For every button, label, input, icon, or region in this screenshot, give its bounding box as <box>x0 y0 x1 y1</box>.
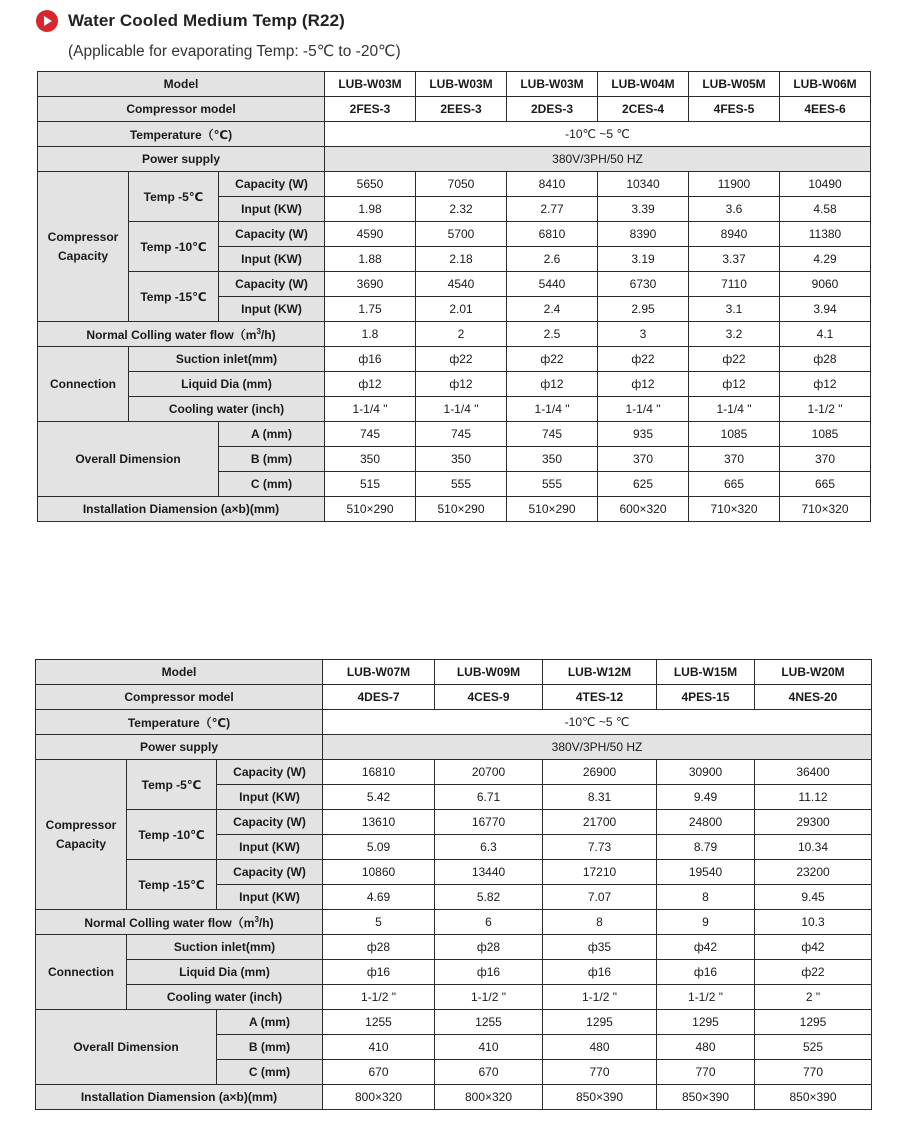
table-cell-b: 410 <box>323 1035 435 1060</box>
table-cell-cooling-water: 1-1/4 " <box>598 397 689 422</box>
table-cell-suction: ф16 <box>325 347 416 372</box>
table-cell-suction: ф28 <box>323 935 435 960</box>
table-cell-compressors: 2DES-3 <box>507 97 598 122</box>
table-cell-liquid: ф12 <box>416 372 507 397</box>
table-cell-water-flow: 3.2 <box>689 322 780 347</box>
table-cell-liquid: ф12 <box>689 372 780 397</box>
installation-dimension-label: Installation Diamension (a×b)(mm) <box>36 1085 323 1110</box>
table-cell-b: 370 <box>780 447 871 472</box>
table-cell-in-5: 8.31 <box>543 785 657 810</box>
table-cell-install: 850×390 <box>543 1085 657 1110</box>
table-cell-liquid: ф12 <box>325 372 416 397</box>
table-cell-b: 350 <box>416 447 507 472</box>
table-cell-cap-15: 17210 <box>543 860 657 885</box>
water-flow-label-unit: /h) <box>258 915 274 930</box>
table-cell-water-flow: 10.3 <box>755 910 872 935</box>
table-cell-in-10: 2.6 <box>507 247 598 272</box>
table-row-capacity <box>38 172 871 197</box>
water-flow-label-text: Normal Colling water flow（m <box>86 327 257 342</box>
table-cell-suction: ф22 <box>689 347 780 372</box>
table-row-power-supply <box>36 735 872 760</box>
page-header <box>36 8 401 61</box>
table-cell-b: 525 <box>755 1035 872 1060</box>
table-cell-a: 1255 <box>435 1010 543 1035</box>
table-row-dimension <box>38 422 871 447</box>
table-cell-models: LUB-W04M <box>598 72 689 97</box>
table-cell-cap-10: 5700 <box>416 222 507 247</box>
table-cell-b: 410 <box>435 1035 543 1060</box>
spec-table-2-body <box>36 660 872 1110</box>
table-cell-cooling-water: 1-1/4 " <box>325 397 416 422</box>
table-cell-in-5: 2.77 <box>507 197 598 222</box>
table-cell-liquid: ф16 <box>435 960 543 985</box>
table-cell-cap-15: 6730 <box>598 272 689 297</box>
table-cell-in-15: 2.4 <box>507 297 598 322</box>
compressor-capacity-label: Compressor Capacity <box>36 760 127 910</box>
table-cell-cap-5: 7050 <box>416 172 507 197</box>
table-cell-cap-5: 8410 <box>507 172 598 197</box>
table-cell-cap-10: 4590 <box>325 222 416 247</box>
table-cell-compressors: 4PES-15 <box>657 685 755 710</box>
table-cell-cooling-water: 1-1/2 " <box>780 397 871 422</box>
table-cell-install: 510×290 <box>416 497 507 522</box>
table-cell-in-5: 1.98 <box>325 197 416 222</box>
dimension-item-label: C (mm) <box>219 472 325 497</box>
capacity-label: Capacity (W) <box>219 172 325 197</box>
capacity-label: Capacity (W) <box>219 272 325 297</box>
table-cell-in-10: 7.73 <box>543 835 657 860</box>
table-cell-in-15: 5.82 <box>435 885 543 910</box>
temperature-group-label: Temp -15℃ <box>129 272 219 322</box>
installation-dimension-label: Installation Diamension (a×b)(mm) <box>38 497 325 522</box>
table-cell-models: LUB-W03M <box>325 72 416 97</box>
table-cell-liquid: ф22 <box>755 960 872 985</box>
table-cell-in-15: 1.75 <box>325 297 416 322</box>
table-cell-c: 770 <box>543 1060 657 1085</box>
table-cell-cap-5: 10490 <box>780 172 871 197</box>
spec-table-2 <box>35 659 872 1110</box>
compressor-model-label: Compressor model <box>38 97 325 122</box>
table-cell-water-flow: 2 <box>416 322 507 347</box>
table-cell-in-15: 8 <box>657 885 755 910</box>
table-cell-compressors: 4EES-6 <box>780 97 871 122</box>
table-cell-in-5: 2.32 <box>416 197 507 222</box>
model-label: Model <box>38 72 325 97</box>
table-row-model <box>36 660 872 685</box>
table-cell-cap-5: 5650 <box>325 172 416 197</box>
water-flow-superscript: 3 <box>254 914 259 924</box>
table-cell-cap-15: 9060 <box>780 272 871 297</box>
water-flow-superscript: 3 <box>256 326 261 336</box>
table-row-model <box>38 72 871 97</box>
table-cell-a: 1085 <box>780 422 871 447</box>
table-cell-in-5: 4.58 <box>780 197 871 222</box>
table-cell-cooling-water: 1-1/4 " <box>507 397 598 422</box>
compressor-model-label: Compressor model <box>36 685 323 710</box>
dimension-item-label: A (mm) <box>219 422 325 447</box>
table-cell-cap-10: 11380 <box>780 222 871 247</box>
table-cell-a: 745 <box>416 422 507 447</box>
table-cell-cap-10: 6810 <box>507 222 598 247</box>
table-cell-cap-15: 4540 <box>416 272 507 297</box>
table-cell-in-10: 3.37 <box>689 247 780 272</box>
table-cell-cap-10: 13610 <box>323 810 435 835</box>
page-title: Water Cooled Medium Temp (R22) <box>68 11 345 30</box>
table-cell-a: 1295 <box>543 1010 657 1035</box>
water-flow-label <box>38 322 325 347</box>
temperature-label: Temperature（℃) <box>36 710 323 735</box>
spec-table-1-body <box>38 72 871 522</box>
page-subtitle: (Applicable for evaporating Temp: -5℃ to -20℃) <box>68 43 401 60</box>
table-cell-liquid: ф16 <box>657 960 755 985</box>
table-cell-compressors: 4CES-9 <box>435 685 543 710</box>
table-cell-in-15: 2.01 <box>416 297 507 322</box>
table-cell-liquid: ф16 <box>543 960 657 985</box>
table-cell-compressors: 4FES-5 <box>689 97 780 122</box>
table-cell-compressors: 4DES-7 <box>323 685 435 710</box>
table-cell-install: 600×320 <box>598 497 689 522</box>
table-cell-c: 670 <box>323 1060 435 1085</box>
table-cell-cap-5: 36400 <box>755 760 872 785</box>
table-cell-compressors: 4NES-20 <box>755 685 872 710</box>
table-cell-cap-5: 26900 <box>543 760 657 785</box>
table-cell-cooling-water: 2 " <box>755 985 872 1010</box>
table-cell-cooling-water: 1-1/2 " <box>543 985 657 1010</box>
table-cell-install: 850×390 <box>657 1085 755 1110</box>
table-row-compressor-model <box>36 685 872 710</box>
table-cell-compressors: 2CES-4 <box>598 97 689 122</box>
table-cell-models: LUB-W15M <box>657 660 755 685</box>
table-cell-in-15: 3.94 <box>780 297 871 322</box>
table-cell-liquid: ф16 <box>323 960 435 985</box>
table-row-capacity <box>36 860 872 885</box>
table-cell-in-5: 9.49 <box>657 785 755 810</box>
table-cell-c: 665 <box>780 472 871 497</box>
capacity-label: Capacity (W) <box>219 222 325 247</box>
table-cell-in-10: 1.88 <box>325 247 416 272</box>
table-cell-b: 480 <box>657 1035 755 1060</box>
play-icon <box>36 10 58 32</box>
table-cell-suction: ф42 <box>657 935 755 960</box>
table-cell-models: LUB-W05M <box>689 72 780 97</box>
table-cell-cooling-water: 1-1/4 " <box>689 397 780 422</box>
table-cell-in-5: 3.6 <box>689 197 780 222</box>
table-cell-install: 510×290 <box>325 497 416 522</box>
input-label: Input (KW) <box>219 297 325 322</box>
table-cell-cap-5: 30900 <box>657 760 755 785</box>
connection-item-label: Liquid Dia (mm) <box>129 372 325 397</box>
temperature-group-label: Temp -5℃ <box>127 760 217 810</box>
table-cell-suction: ф42 <box>755 935 872 960</box>
table-cell-cap-10: 29300 <box>755 810 872 835</box>
dimension-item-label: A (mm) <box>217 1010 323 1035</box>
temperature-group-label: Temp -5℃ <box>129 172 219 222</box>
table-cell-a: 1295 <box>657 1010 755 1035</box>
table-cell-suction: ф22 <box>507 347 598 372</box>
table-cell-install: 800×320 <box>435 1085 543 1110</box>
power-supply-label: Power supply <box>38 147 325 172</box>
connection-item-label: Liquid Dia (mm) <box>127 960 323 985</box>
table-cell-c: 555 <box>416 472 507 497</box>
table-cell-water-flow: 6 <box>435 910 543 935</box>
input-label: Input (KW) <box>217 885 323 910</box>
table-cell-cap-15: 19540 <box>657 860 755 885</box>
table-cell-in-5: 6.71 <box>435 785 543 810</box>
table-row-connection <box>38 372 871 397</box>
connection-item-label: Cooling water (inch) <box>129 397 325 422</box>
table-cell-cooling-water: 1-1/2 " <box>435 985 543 1010</box>
table-cell-compressors: 2EES-3 <box>416 97 507 122</box>
table-cell-suction: ф28 <box>780 347 871 372</box>
connection-label: Connection <box>38 347 129 422</box>
table-cell-cap-5: 20700 <box>435 760 543 785</box>
table-row-capacity <box>38 222 871 247</box>
table-cell-water-flow: 5 <box>323 910 435 935</box>
table-cell-c: 515 <box>325 472 416 497</box>
connection-item-label: Suction inlet(mm) <box>127 935 323 960</box>
table-cell-in-10: 4.29 <box>780 247 871 272</box>
table-cell-c: 625 <box>598 472 689 497</box>
table-cell-water-flow: 1.8 <box>325 322 416 347</box>
dimension-item-label: B (mm) <box>217 1035 323 1060</box>
table-cell-in-10: 2.18 <box>416 247 507 272</box>
table-cell-b: 370 <box>689 447 780 472</box>
table-row-power-supply <box>38 147 871 172</box>
temperature-value: -10℃ ~5 ℃ <box>323 710 872 735</box>
table-row-water-flow <box>36 910 872 935</box>
table-row-installation <box>38 497 871 522</box>
table-cell-cooling-water: 1-1/2 " <box>323 985 435 1010</box>
table-cell-models: LUB-W09M <box>435 660 543 685</box>
table-cell-compressors: 2FES-3 <box>325 97 416 122</box>
table-cell-a: 1255 <box>323 1010 435 1035</box>
table-cell-in-5: 5.42 <box>323 785 435 810</box>
table-cell-liquid: ф12 <box>507 372 598 397</box>
title-row <box>36 8 401 34</box>
table-cell-c: 670 <box>435 1060 543 1085</box>
temperature-group-label: Temp -15℃ <box>127 860 217 910</box>
table-cell-in-10: 8.79 <box>657 835 755 860</box>
compressor-capacity-label: Compressor Capacity <box>38 172 129 322</box>
table-row-connection <box>36 935 872 960</box>
overall-dimension-label: Overall Dimension <box>36 1010 217 1085</box>
table-cell-compressors: 4TES-12 <box>543 685 657 710</box>
table-cell-b: 480 <box>543 1035 657 1060</box>
table-cell-a: 745 <box>507 422 598 447</box>
temperature-group-label: Temp -10℃ <box>127 810 217 860</box>
temperature-group-label: Temp -10℃ <box>129 222 219 272</box>
table-cell-cap-10: 8940 <box>689 222 780 247</box>
table-cell-in-15: 2.95 <box>598 297 689 322</box>
table-row-dimension <box>36 1010 872 1035</box>
table-cell-in-10: 3.19 <box>598 247 689 272</box>
table-cell-c: 770 <box>657 1060 755 1085</box>
table-row-capacity <box>38 272 871 297</box>
table-cell-models: LUB-W03M <box>416 72 507 97</box>
input-label: Input (KW) <box>217 785 323 810</box>
connection-item-label: Suction inlet(mm) <box>129 347 325 372</box>
table-cell-in-15: 7.07 <box>543 885 657 910</box>
table-cell-b: 350 <box>325 447 416 472</box>
table-cell-in-10: 10.34 <box>755 835 872 860</box>
table-cell-a: 1085 <box>689 422 780 447</box>
spec-table-1 <box>37 71 871 522</box>
table-cell-in-5: 3.39 <box>598 197 689 222</box>
power-supply-value: 380V/3PH/50 HZ <box>325 147 871 172</box>
table-cell-cap-10: 21700 <box>543 810 657 835</box>
table-cell-models: LUB-W06M <box>780 72 871 97</box>
table-cell-suction: ф22 <box>416 347 507 372</box>
table-cell-models: LUB-W03M <box>507 72 598 97</box>
table-cell-cap-15: 10860 <box>323 860 435 885</box>
capacity-label: Capacity (W) <box>217 810 323 835</box>
capacity-label: Capacity (W) <box>217 760 323 785</box>
input-label: Input (KW) <box>217 835 323 860</box>
table-cell-in-5: 11.12 <box>755 785 872 810</box>
table-cell-b: 370 <box>598 447 689 472</box>
table-cell-c: 665 <box>689 472 780 497</box>
table-cell-cap-10: 16770 <box>435 810 543 835</box>
table-row-capacity <box>36 810 872 835</box>
table-cell-water-flow: 9 <box>657 910 755 935</box>
table-cell-cooling-water: 1-1/2 " <box>657 985 755 1010</box>
table-row-connection <box>38 397 871 422</box>
table-cell-models: LUB-W12M <box>543 660 657 685</box>
table-cell-water-flow: 8 <box>543 910 657 935</box>
input-label: Input (KW) <box>219 197 325 222</box>
dimension-item-label: C (mm) <box>217 1060 323 1085</box>
table-cell-in-15: 9.45 <box>755 885 872 910</box>
water-flow-label-text: Normal Colling water flow（m <box>84 915 255 930</box>
power-supply-value: 380V/3PH/50 HZ <box>323 735 872 760</box>
table-cell-a: 1295 <box>755 1010 872 1035</box>
table-cell-cap-15: 13440 <box>435 860 543 885</box>
table-cell-cap-15: 5440 <box>507 272 598 297</box>
dimension-item-label: B (mm) <box>219 447 325 472</box>
table-cell-cap-5: 10340 <box>598 172 689 197</box>
table-cell-install: 510×290 <box>507 497 598 522</box>
connection-item-label: Cooling water (inch) <box>127 985 323 1010</box>
table-cell-in-10: 5.09 <box>323 835 435 860</box>
table-row-compressor-model <box>38 97 871 122</box>
table-cell-cap-10: 8390 <box>598 222 689 247</box>
table-cell-in-15: 3.1 <box>689 297 780 322</box>
input-label: Input (KW) <box>219 247 325 272</box>
table-cell-models: LUB-W07M <box>323 660 435 685</box>
table-row-water-flow <box>38 322 871 347</box>
table-cell-b: 350 <box>507 447 598 472</box>
table-row-connection <box>38 347 871 372</box>
table-cell-install: 710×320 <box>689 497 780 522</box>
table-row-temperature <box>36 710 872 735</box>
table-cell-suction: ф22 <box>598 347 689 372</box>
table-cell-c: 555 <box>507 472 598 497</box>
table-cell-install: 800×320 <box>323 1085 435 1110</box>
table-row-connection <box>36 960 872 985</box>
water-flow-label <box>36 910 323 935</box>
table-cell-suction: ф28 <box>435 935 543 960</box>
table-cell-install: 710×320 <box>780 497 871 522</box>
temperature-value: -10℃ ~5 ℃ <box>325 122 871 147</box>
table-cell-in-15: 4.69 <box>323 885 435 910</box>
table-row-capacity <box>36 760 872 785</box>
table-cell-liquid: ф12 <box>780 372 871 397</box>
table-cell-water-flow: 3 <box>598 322 689 347</box>
table-cell-liquid: ф12 <box>598 372 689 397</box>
temperature-label: Temperature（℃) <box>38 122 325 147</box>
water-flow-label-unit: /h) <box>260 327 276 342</box>
table-cell-in-10: 6.3 <box>435 835 543 860</box>
table-cell-models: LUB-W20M <box>755 660 872 685</box>
table-cell-a: 935 <box>598 422 689 447</box>
capacity-label: Capacity (W) <box>217 860 323 885</box>
table-cell-cap-15: 3690 <box>325 272 416 297</box>
overall-dimension-label: Overall Dimension <box>38 422 219 497</box>
power-supply-label: Power supply <box>36 735 323 760</box>
connection-label: Connection <box>36 935 127 1010</box>
table-cell-a: 745 <box>325 422 416 447</box>
table-cell-cap-5: 11900 <box>689 172 780 197</box>
table-cell-cooling-water: 1-1/4 " <box>416 397 507 422</box>
table-cell-cap-10: 24800 <box>657 810 755 835</box>
table-cell-water-flow: 4.1 <box>780 322 871 347</box>
table-cell-install: 850×390 <box>755 1085 872 1110</box>
table-cell-cap-15: 7110 <box>689 272 780 297</box>
table-cell-cap-5: 16810 <box>323 760 435 785</box>
table-row-connection <box>36 985 872 1010</box>
table-cell-suction: ф35 <box>543 935 657 960</box>
table-cell-cap-15: 23200 <box>755 860 872 885</box>
table-row-installation <box>36 1085 872 1110</box>
model-label: Model <box>36 660 323 685</box>
table-row-temperature <box>38 122 871 147</box>
table-cell-water-flow: 2.5 <box>507 322 598 347</box>
table-cell-c: 770 <box>755 1060 872 1085</box>
